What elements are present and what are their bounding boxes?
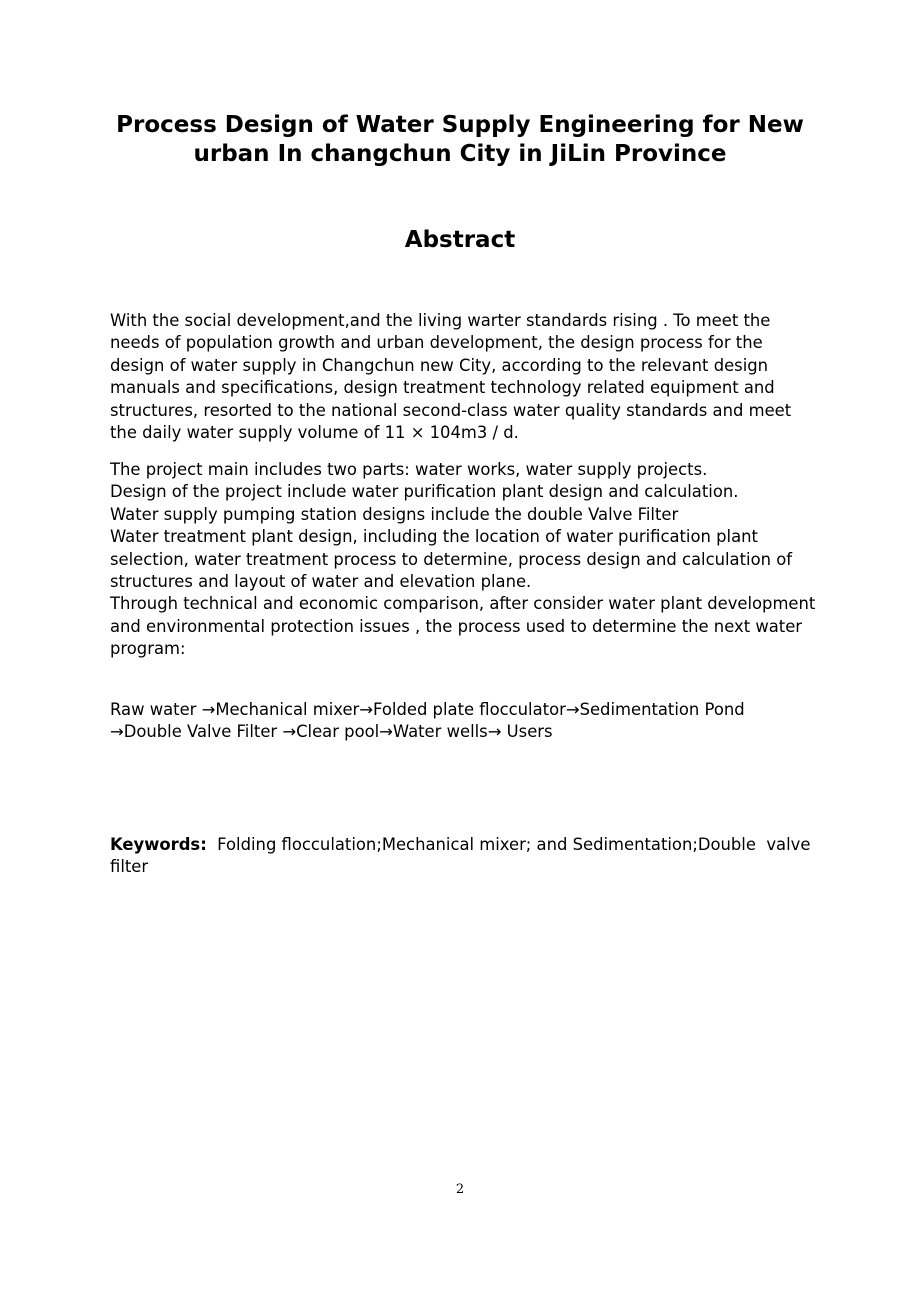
paragraph-line: Design of the project include water purification plant design and calculation. bbox=[110, 482, 739, 502]
paragraph-line: manuals and specifications, design treatment technology related equipment and bbox=[110, 378, 775, 398]
abstract-paragraph-intro bbox=[110, 310, 822, 444]
page-number: 2 bbox=[455, 1182, 465, 1197]
paragraph-line: design of water supply in Changchun new City, according to the relevant design bbox=[110, 355, 769, 375]
paragraph-line: selection, water treatment process to determine, process design and calculation of bbox=[110, 549, 792, 569]
paragraph-line: Through technical and economic comparison, after consider water plant development bbox=[110, 594, 816, 614]
paragraph-line: the daily water supply volume of 11 × 104m3 / d. bbox=[110, 423, 519, 443]
paragraph-line: The project main includes two parts: water works, water supply projects. bbox=[110, 460, 708, 479]
paragraph-line: program: bbox=[110, 639, 186, 659]
abstract-paragraph-project bbox=[110, 459, 822, 661]
paragraph-line: and environmental protection issues , the process used to determine the next water bbox=[110, 616, 803, 636]
paragraph-line: With the social development,and the living warter standards rising . To meet the bbox=[110, 311, 771, 330]
paragraph-line: Water supply pumping station designs include the double Valve Filter bbox=[110, 504, 679, 524]
paragraph-line: structures, resorted to the national second-class water quality standards and meet bbox=[110, 400, 792, 420]
process-flow-line: Raw water →Mechanical mixer→Folded plate flocculator→Sedimentation Pond bbox=[110, 700, 745, 719]
document-title bbox=[100, 111, 820, 169]
keywords-line bbox=[110, 834, 822, 856]
keywords-label: Keywords: bbox=[110, 835, 207, 854]
abstract-heading: Abstract bbox=[404, 227, 516, 253]
title-line: urban In changchun City in JiLin Province bbox=[193, 141, 727, 167]
keywords-block bbox=[110, 834, 822, 879]
paragraph-line: needs of population growth and urban development, the design process for the bbox=[110, 333, 763, 353]
process-flow-line: →Double Valve Filter →Clear pool→Water wells→ Users bbox=[110, 722, 553, 742]
paragraph-line: Water treatment plant design, including the location of water purification plant bbox=[110, 527, 758, 547]
title-line: Process Design of Water Supply Engineering for New bbox=[116, 112, 804, 138]
paragraph-line: structures and layout of water and elevation plane. bbox=[110, 572, 532, 592]
keywords-text-continued: filter bbox=[110, 857, 149, 877]
process-flow bbox=[110, 699, 822, 744]
keywords-text: Folding flocculation;Mechanical mixer; and Sedimentation;Double valve bbox=[206, 835, 811, 854]
